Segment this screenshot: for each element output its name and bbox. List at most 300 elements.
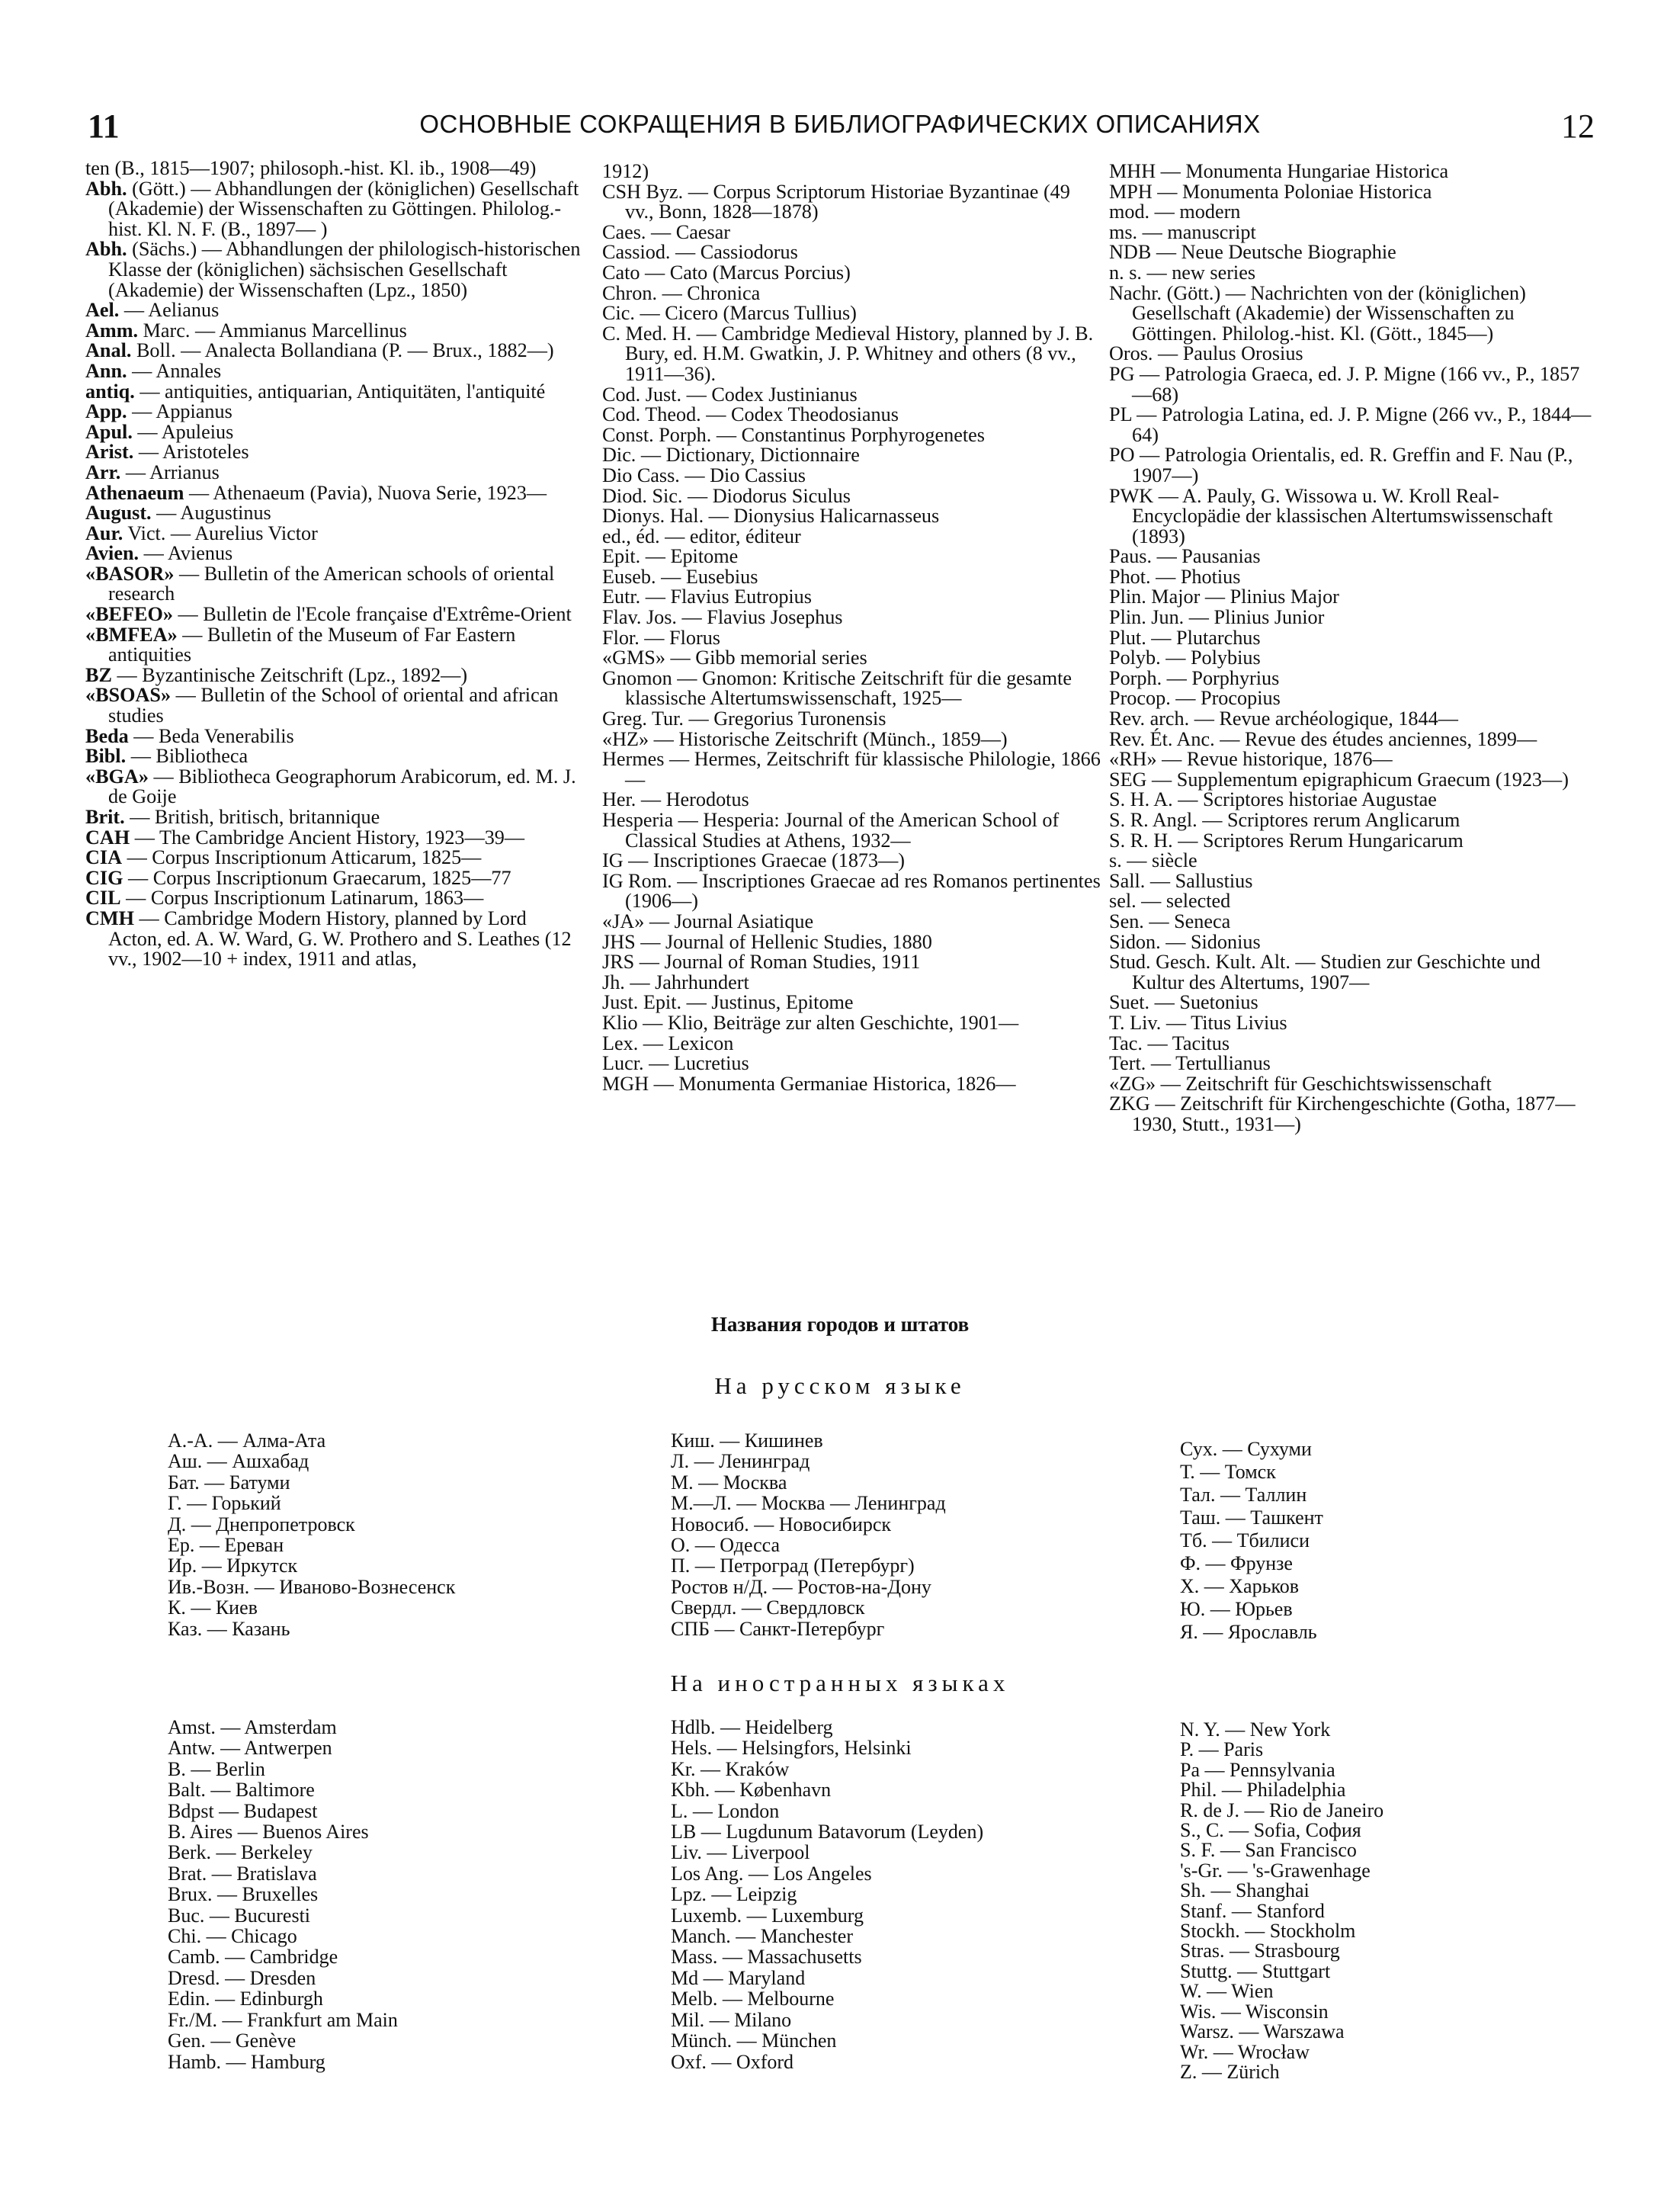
abbreviation-expansion: Dic. — Dictionary, Dictionnaire (602, 444, 860, 467)
abbreviation-expansion: Nachr. (Gött.) — Nachrichten von der (königlichen) Gesellschaft (Akademie) der Wissenschaften zu Göttingen. Philolog.-hist. Kl. (Gött., 1845—) (1109, 281, 1526, 345)
abbreviation-expansion: Tert. — Tertullianus (1109, 1052, 1271, 1075)
page-number-left: 11 (88, 107, 120, 145)
abbreviation-entry (85, 341, 582, 361)
abbreviation-term: CAH (85, 826, 130, 849)
abbreviation-expansion: ZKG — Zeitschrift für Kirchengeschichte (Gotha, 1877—1930, Stutt., 1931—) (1109, 1093, 1576, 1135)
abbreviation-entry (85, 888, 582, 909)
abbreviation-expansion: Plut. — Plutarchus (1109, 626, 1261, 649)
city-abbreviation: Brux. — Bruxelles (168, 1883, 319, 1906)
abbreviation-entry (1109, 628, 1597, 649)
abbreviation-expansion: MGH — Monumenta Germaniae Historica, 1826— (602, 1072, 1016, 1095)
abbreviation-expansion: Oros. — Paulus Orosius (1109, 342, 1303, 365)
abbreviation-expansion: s. — siècle (1109, 849, 1197, 872)
abbreviation-expansion: Chron. — Chronica (602, 281, 761, 304)
city-abbreviation: Los Ang. — Los Angeles (671, 1862, 872, 1885)
city-abbreviation: Stuttg. — Stuttgart (1180, 1959, 1331, 1982)
city-abbreviation: Mass. — Massachusetts (671, 1946, 862, 1969)
abbreviation-entry (85, 503, 582, 524)
city-abbreviation: N. Y. — New York (1180, 1718, 1331, 1741)
abbreviation-entry (602, 952, 1101, 973)
city-abbreviation: Wis. — Wisconsin (1180, 2000, 1329, 2023)
city-abbreviation: R. de J. — Rio de Janeiro (1180, 1799, 1384, 1821)
city-abbreviation: Edin. — Edinburgh (168, 1988, 323, 2010)
abbreviation-entry (602, 242, 1101, 263)
abbreviation-expansion: «HZ» — Historische Zeitschrift (Münch., 1859—) (602, 727, 1008, 750)
abbreviation-expansion: — Annales (127, 359, 222, 382)
abbreviation-entry (602, 303, 1101, 324)
abbreviation-entry (602, 567, 1101, 588)
abbreviation-term: Arr. (85, 460, 121, 483)
abbreviation-expansion: ed., éd. — editor, éditeur (602, 525, 801, 547)
city-abbreviation: Аш. — Ашхабад (168, 1450, 309, 1473)
city-abbreviation: Lpz. — Leipzig (671, 1883, 797, 1906)
abbreviation-expansion: Sen. — Seneca (1109, 910, 1231, 932)
abbreviations-column-2 (602, 162, 1101, 1094)
running-title: ОСНОВНЫЕ СОКРАЩЕНИЯ В БИБЛИОГРАФИЧЕСКИХ ОПИСАНИЯХ (419, 110, 1261, 138)
abbreviation-entry (85, 767, 582, 807)
city-abbreviation: Manch. — Manchester (671, 1925, 853, 1948)
abbreviation-entry (1109, 666, 1597, 689)
city-abbreviation: Г. — Горький (168, 1492, 281, 1515)
abbreviation-expansion: — Byzantinische Zeitschrift (Lpz., 1892—) (111, 663, 468, 686)
foreign-cities-column-3 (1180, 1720, 1383, 2082)
city-abbreviation: S. F. — San Francisco (1180, 1839, 1357, 1862)
abbreviation-expansion: Cassiod. — Cassiodorus (602, 241, 798, 264)
abbreviation-expansion: — Athenaeum (Pavia), Nuova Serie, 1923— (184, 481, 547, 504)
city-abbreviation: Berk. — Berkeley (168, 1841, 313, 1864)
city-abbreviation: Camb. — Cambridge (168, 1946, 338, 1969)
abbreviation-expansion: Euseb. — Eusebius (602, 565, 758, 588)
abbreviation-entry (602, 973, 1101, 993)
city-abbreviation: М. — Москва (671, 1471, 787, 1494)
abbreviation-entry (85, 239, 582, 300)
abbreviation-expansion: — Aelianus (119, 299, 220, 322)
page-number-right: 12 (1561, 107, 1595, 145)
abbreviation-entry (602, 749, 1101, 790)
abbreviation-expansion: Tac. — Tacitus (1109, 1032, 1230, 1054)
abbreviation-term: «BMFEA» (85, 623, 178, 646)
abbreviation-entry (602, 385, 1101, 406)
abbreviation-expansion: PL — Patrologia Latina, ed. J. P. Migne (266 vv., P., 1844—64) (1109, 403, 1592, 446)
abbreviation-entry (602, 162, 1101, 182)
city-abbreviation: Sh. — Shanghai (1180, 1879, 1310, 1902)
abbreviation-entry (1109, 486, 1597, 547)
abbreviation-expansion: C. Med. H. — Cambridge Medieval History, planned by J. B. Bury, ed. H.M. Gwatkin, J. P. Whitney and others (8 vv., 1911—36). (602, 322, 1094, 385)
abbreviation-term: CIG (85, 866, 123, 889)
city-abbreviation: Таш. — Ташкент (1180, 1507, 1323, 1529)
abbreviation-expansion: Dionys. Hal. — Dionysius Halicarnasseus (602, 505, 940, 528)
abbreviation-entry (1109, 263, 1597, 284)
abbreviation-expansion: — The Cambridge Ancient History, 1923—39— (130, 826, 525, 849)
abbreviation-term: CIA (85, 846, 123, 869)
abbreviation-term: Amm. (85, 319, 139, 342)
abbreviation-term: antiq. (85, 380, 135, 403)
city-abbreviation: Fr./M. — Frankfurt am Main (168, 2008, 398, 2031)
city-abbreviation: Balt. — Baltimore (168, 1779, 315, 1802)
abbreviation-entry (1109, 344, 1597, 364)
abbreviation-entry (1109, 952, 1597, 993)
city-abbreviation: Amst. — Amsterdam (168, 1716, 337, 1738)
abbreviation-entry (602, 993, 1101, 1013)
city-abbreviation: Antw. — Antwerpen (168, 1737, 332, 1760)
abbreviation-entry (1109, 831, 1597, 852)
city-abbreviation: 's-Gr. — 's-Grawenhage (1180, 1859, 1371, 1882)
abbreviation-entry (85, 724, 582, 747)
abbreviation-entry (85, 361, 582, 382)
abbreviation-term: Abh. (85, 238, 127, 261)
abbreviation-expansion: Flor. — Florus (602, 626, 720, 649)
abbreviation-entry (602, 425, 1101, 446)
abbreviation-term: «BGA» (85, 765, 149, 788)
abbreviation-entry (602, 466, 1101, 486)
abbreviation-entry (85, 382, 582, 403)
foreign-subsection-title: На иностранных языках (670, 1670, 1010, 1696)
abbreviation-entry (1109, 364, 1597, 405)
abbreviation-expansion: Rev. Ét. Anc. — Revue des études anciennes, 1899— (1109, 727, 1537, 750)
abbreviation-expansion: Eutr. — Flavius Eutropius (602, 586, 812, 608)
abbreviation-expansion: Porph. — Porphyrius (1109, 666, 1280, 689)
abbreviation-entry (85, 422, 582, 443)
abbreviation-expansion: — Corpus Inscriptionum Latinarum, 1863— (120, 887, 484, 910)
city-abbreviation: Я. — Ярославль (1180, 1621, 1317, 1643)
city-abbreviation: Бат. — Батуми (168, 1471, 290, 1494)
abbreviation-expansion: «JA» — Journal Asiatique (602, 910, 814, 932)
abbreviations-column-3 (1109, 162, 1597, 1135)
abbreviation-expansion: Jh. — Jahrhundert (602, 971, 749, 993)
abbreviation-expansion: Const. Porph. — Constantinus Porphyrogenetes (602, 423, 985, 446)
abbreviation-expansion: Greg. Tur. — Gregorius Turonensis (602, 708, 886, 730)
abbreviation-entry (1109, 162, 1597, 182)
abbreviation-entry (1109, 567, 1597, 588)
abbreviation-entry (85, 868, 582, 889)
city-abbreviation: Brat. — Bratislava (168, 1862, 317, 1885)
abbreviation-expansion: — Bulletin of the School of oriental and african studies (108, 684, 559, 727)
abbreviation-entry (1109, 1013, 1597, 1034)
abbreviation-expansion: T. Liv. — Titus Livius (1109, 1011, 1287, 1034)
city-abbreviation: Д. — Днепропетровск (168, 1513, 355, 1535)
abbreviation-expansion: NDB — Neue Deutsche Biographie (1109, 241, 1396, 264)
abbreviation-expansion: Sall. — Sallustius (1109, 869, 1253, 892)
abbreviation-entry (1109, 202, 1597, 223)
abbreviation-entry (1109, 727, 1597, 750)
abbreviation-expansion: Cod. Theod. — Codex Theodosianus (602, 403, 899, 426)
city-abbreviation: Dresd. — Dresden (168, 1966, 316, 1989)
city-abbreviation: Ю. — Юрьев (1180, 1598, 1293, 1620)
abbreviation-expansion: — Bibliotheca Geographorum Arabicorum, ed. M. J. de Goije (108, 765, 576, 808)
abbreviation-entry (85, 746, 582, 767)
abbreviations-column-1 (85, 159, 582, 970)
russian-cities-column-3 (1180, 1438, 1323, 1644)
city-abbreviation: S., C. — Sofia, София (1180, 1819, 1361, 1842)
city-abbreviation: Z. — Zürich (1180, 2060, 1280, 2083)
city-abbreviation: Сух. — Сухуми (1180, 1438, 1312, 1460)
abbreviation-expansion: «RH» — Revue historique, 1876— (1109, 748, 1393, 771)
abbreviation-entry (1109, 608, 1597, 628)
abbreviation-expansion: Rev. arch. — Revue archéologique, 1844— (1109, 708, 1458, 730)
city-abbreviation: Новосиб. — Новосибирск (671, 1513, 891, 1535)
abbreviation-expansion: S. H. A. — Scriptores historiae Augustae (1109, 788, 1437, 811)
abbreviation-entry (602, 1013, 1101, 1034)
abbreviation-term: Arist. (85, 441, 134, 464)
city-abbreviation: Ростов н/Д. — Ростов-на-Дону (671, 1575, 931, 1598)
abbreviation-term: Abh. (85, 177, 127, 200)
abbreviation-entry (1109, 182, 1597, 203)
abbreviation-term: Ael. (85, 299, 120, 322)
city-abbreviation: Х. — Харьков (1180, 1575, 1300, 1597)
city-abbreviation: Hdlb. — Heidelberg (671, 1716, 833, 1738)
city-abbreviation: Wr. — Wrocław (1180, 2040, 1310, 2063)
foreign-cities-column-2 (671, 1717, 983, 2072)
city-abbreviation: Pa — Pennsylvania (1180, 1758, 1335, 1781)
abbreviation-entry (85, 828, 582, 849)
foreign-cities-column-1 (168, 1717, 398, 2072)
city-abbreviation: Luxemb. — Luxemburg (671, 1904, 864, 1927)
abbreviation-expansion: Stud. Gesch. Kult. Alt. — Studien zur Geschichte und Kultur des Altertums, 1907— (1109, 951, 1541, 993)
abbreviation-expansion: CSH Byz. — Corpus Scriptorum Historiae Byzantinae (49 vv., Bonn, 1828—1878) (602, 180, 1070, 223)
city-abbreviation: Md — Maryland (671, 1966, 806, 1989)
city-abbreviation: Л. — Ленинград (671, 1450, 810, 1473)
abbreviation-entry (85, 402, 582, 422)
city-abbreviation: П. — Петроград (Петербург) (671, 1555, 915, 1577)
city-abbreviation: Liv. — Liverpool (671, 1841, 810, 1864)
abbreviation-entry (602, 628, 1101, 649)
abbreviation-expansion: MHH — Monumenta Hungariae Historica (1109, 160, 1449, 182)
abbreviation-expansion: Sidon. — Sidonius (1109, 930, 1261, 953)
city-abbreviation: W. — Wien (1180, 1980, 1274, 2003)
abbreviation-entry (602, 851, 1101, 871)
abbreviation-expansion: PWK — A. Pauly, G. Wissowa u. W. Kroll Real-Encyclopädie der klassischen Altertumswissenschaft (1893) (1109, 484, 1553, 547)
abbreviation-entry (602, 587, 1101, 608)
abbreviation-term: «BSOAS» (85, 684, 172, 707)
abbreviation-expansion: — Appianus (127, 400, 232, 423)
abbreviation-expansion: MPH — Monumenta Poloniae Historica (1109, 180, 1432, 203)
abbreviation-expansion: Lex. — Lexicon (602, 1032, 734, 1054)
abbreviation-expansion: — Augustinus (151, 502, 271, 525)
abbreviation-entry (1109, 1034, 1597, 1054)
abbreviation-expansion: — antiquities, antiquarian, Antiquitäten, l'antiquité (134, 380, 546, 403)
city-abbreviation: Т. — Томск (1180, 1461, 1276, 1483)
abbreviation-expansion: ten (B., 1815—1907; philosoph.-hist. Kl. ib., 1908—49) (85, 157, 537, 179)
abbreviation-entry (602, 1054, 1101, 1074)
abbreviation-entry (1109, 688, 1597, 709)
abbreviation-term: Ann. (85, 359, 127, 382)
abbreviation-entry (602, 220, 1101, 243)
abbreviation-expansion: Plin. Jun. — Plinius Junior (1109, 606, 1325, 629)
city-abbreviation: Phil. — Philadelphia (1180, 1779, 1346, 1802)
city-abbreviation: Hels. — Helsingfors, Helsinki (671, 1737, 912, 1760)
city-abbreviation: LB — Lugdunum Batavorum (Leyden) (671, 1821, 984, 1843)
page-header (0, 107, 1680, 152)
abbreviation-expansion: sel. — selected (1109, 890, 1231, 913)
city-abbreviation: О. — Одесса (671, 1534, 781, 1557)
abbreviation-expansion: — Arrianus (120, 460, 220, 483)
abbreviation-expansion: Marc. — Ammianus Marcellinus (138, 319, 407, 342)
abbreviation-entry (602, 932, 1101, 953)
city-abbreviation: Gen. — Genève (168, 2030, 297, 2052)
abbreviation-entry (85, 300, 582, 321)
abbreviation-entry (85, 807, 582, 828)
city-abbreviation: Oxf. — Oxford (671, 2050, 794, 2073)
abbreviation-expansion: Procop. — Procopius (1109, 687, 1281, 710)
abbreviation-entry (1109, 1094, 1597, 1134)
abbreviation-entry (85, 906, 582, 971)
abbreviation-entry (602, 727, 1101, 750)
abbreviation-entry (602, 405, 1101, 425)
abbreviation-entry (1109, 1054, 1597, 1074)
abbreviation-expansion: — Corpus Inscriptionum Atticarum, 1825— (122, 846, 482, 869)
city-abbreviation: Kr. — Kraków (671, 1757, 790, 1780)
abbreviation-expansion: JHS — Journal of Hellenic Studies, 1880 (602, 930, 932, 953)
abbreviation-expansion: Cod. Just. — Codex Justinianus (602, 383, 858, 406)
abbreviation-entry (602, 445, 1101, 466)
city-abbreviation: Stanf. — Stanford (1180, 1899, 1325, 1922)
abbreviation-entry (1109, 648, 1597, 669)
abbreviation-entry (1109, 709, 1597, 730)
abbreviation-expansion: (Sächs.) — Abhandlungen der philologisch-historischen Klasse der (königlichen) sächsischen Gesellschaft (Akademie) der Wissenschaften (Lpz., 1850) (108, 238, 581, 301)
abbreviation-expansion: Dio Cass. — Dio Cassius (602, 464, 806, 486)
abbreviation-entry (1109, 547, 1597, 567)
abbreviation-expansion: JRS — Journal of Roman Studies, 1911 (602, 951, 921, 974)
city-abbreviation: Тал. — Таллин (1180, 1484, 1307, 1506)
abbreviation-term: Aur. (85, 521, 123, 544)
abbreviation-expansion: PG — Patrologia Graeca, ed. J. P. Migne (166 vv., P., 1857—68) (1109, 362, 1580, 406)
abbreviation-entry (85, 159, 582, 179)
abbreviation-expansion: — Corpus Inscriptionum Graecarum, 1825—77 (123, 866, 511, 889)
city-abbreviation: Bdpst — Budapest (168, 1799, 318, 1822)
abbreviation-entry (602, 182, 1101, 223)
abbreviation-entry (1109, 993, 1597, 1013)
abbreviation-expansion: — Beda Venerabilis (128, 724, 294, 747)
city-abbreviation: Mil. — Milano (671, 2008, 792, 2031)
city-abbreviation: Kbh. — København (671, 1779, 832, 1802)
abbreviation-entry (1109, 810, 1597, 831)
abbreviation-entry (1109, 749, 1597, 770)
abbreviation-expansion: — British, britisch, britannique (124, 806, 380, 828)
abbreviation-expansion: — Avienus (139, 542, 233, 565)
abbreviation-entry (1109, 220, 1597, 243)
abbreviation-entry (1109, 851, 1597, 871)
abbreviation-expansion: Gnomon — Gnomon: Kritische Zeitschrift für die gesamte klassische Altertumswissenschaft, 1925— (602, 666, 1072, 710)
abbreviation-entry (85, 564, 582, 605)
russian-cities-column-2 (671, 1430, 946, 1639)
abbreviation-term: Avien. (85, 542, 139, 565)
abbreviation-entry (1109, 281, 1597, 345)
city-abbreviation: Свердл. — Свердловск (671, 1596, 865, 1619)
abbreviation-expansion: Plin. Major — Plinius Major (1109, 586, 1339, 608)
abbreviation-entry (602, 486, 1101, 507)
abbreviation-expansion: Hesperia — Hesperia: Journal of the American School of Classical Studies at Athens, 1932— (602, 809, 1060, 852)
abbreviation-expansion: Epit. — Epitome (602, 545, 739, 568)
abbreviation-expansion: Diod. Sic. — Diodorus Siculus (602, 484, 851, 507)
abbreviation-entry (602, 527, 1101, 547)
abbreviation-expansion: Flav. Jos. — Flavius Josephus (602, 606, 843, 629)
city-abbreviation: Ер. — Ереван (168, 1534, 284, 1557)
abbreviation-expansion: Klio — Klio, Beiträge zur alten Geschichte, 1901— (602, 1011, 1019, 1034)
abbreviation-entry (602, 547, 1101, 567)
abbreviation-entry (602, 506, 1101, 527)
russian-subsection-title: На русском языке (714, 1372, 966, 1399)
abbreviation-entry (1109, 891, 1597, 912)
abbreviation-entry (602, 1034, 1101, 1054)
city-abbreviation: Ив.-Возн. — Иваново-Вознесенск (168, 1575, 456, 1598)
abbreviation-expansion: Her. — Herodotus (602, 788, 749, 811)
abbreviation-entry (85, 483, 582, 504)
city-abbreviation: Ф. — Фрунзе (1180, 1552, 1293, 1574)
abbreviation-term: Anal. (85, 339, 132, 362)
abbreviation-expansion: Vict. — Aurelius Victor (123, 521, 318, 544)
abbreviation-expansion: Polyb. — Polybius (1109, 647, 1261, 669)
abbreviation-entry (1109, 770, 1597, 791)
abbreviation-term: «BEFEO» (85, 603, 173, 626)
russian-cities-column-1 (168, 1430, 455, 1639)
abbreviation-term: August. (85, 502, 152, 525)
abbreviation-expansion: mod. — modern (1109, 201, 1241, 223)
abbreviation-entry (85, 605, 582, 625)
abbreviation-entry (85, 625, 582, 666)
abbreviation-entry (1109, 1074, 1597, 1095)
abbreviation-term: Athenaeum (85, 481, 184, 504)
abbreviation-entry (602, 790, 1101, 810)
city-abbreviation: М.—Л. — Москва — Ленинград (671, 1492, 946, 1515)
abbreviation-entry (85, 663, 582, 686)
city-abbreviation: К. — Киев (168, 1596, 258, 1619)
abbreviation-term: «BASOR» (85, 562, 175, 585)
abbreviation-entry (85, 442, 582, 463)
abbreviation-expansion: Boll. — Analecta Bollandiana (P. — Brux., 1882—) (131, 339, 554, 362)
city-abbreviation: Buc. — Bucuresti (168, 1904, 311, 1927)
abbreviation-expansion: ms. — manuscript (1109, 220, 1256, 243)
abbreviation-expansion: SEG — Supplementum epigraphicum Graecum (1923—) (1109, 768, 1569, 791)
abbreviation-entry (602, 608, 1101, 628)
abbreviation-expansion: Caes. — Caesar (602, 220, 730, 243)
city-abbreviation: СПБ — Санкт-Петербург (671, 1617, 885, 1640)
city-abbreviation: А.-А. — Алма-Ата (168, 1430, 326, 1452)
city-abbreviation: Тб. — Тбилиси (1180, 1529, 1310, 1551)
abbreviation-expansion: Hermes — Hermes, Zeitschrift für klassische Philologie, 1866— (602, 748, 1101, 791)
abbreviation-entry (85, 460, 582, 483)
abbreviation-expansion: — Aristoteles (133, 441, 249, 464)
abbreviation-expansion: — Bibliotheca (126, 745, 248, 768)
abbreviation-entry (85, 521, 582, 544)
abbreviation-expansion: — Apuleius (132, 420, 234, 443)
abbreviation-entry (602, 281, 1101, 304)
abbreviation-entry (602, 666, 1101, 710)
abbreviation-expansion: Lucr. — Lucretius (602, 1052, 749, 1075)
abbreviation-entry (602, 324, 1101, 385)
abbreviation-entry (1109, 871, 1597, 892)
abbreviation-entry (602, 871, 1101, 912)
abbreviation-expansion: PO — Patrologia Orientalis, ed. R. Greffin and F. Nau (P., 1907—) (1109, 444, 1573, 486)
abbreviation-expansion: S. R. Angl. — Scriptores rerum Anglicarum (1109, 809, 1460, 831)
city-abbreviation: Киш. — Кишинев (671, 1430, 823, 1452)
abbreviation-expansion: 1912) (602, 160, 649, 182)
abbreviation-entry (85, 848, 582, 868)
abbreviation-entry (85, 179, 582, 240)
abbreviation-expansion: — Bulletin de l'Ecole française d'Extrême-Orient (172, 603, 572, 626)
abbreviation-entry (1109, 932, 1597, 953)
abbreviation-term: CMH (85, 906, 134, 929)
abbreviation-term: App. (85, 400, 127, 423)
abbreviation-term: Brit. (85, 806, 125, 828)
abbreviation-entry (602, 709, 1101, 730)
abbreviation-entry (602, 648, 1101, 669)
abbreviation-term: Apul. (85, 420, 133, 443)
abbreviation-term: Bibl. (85, 745, 127, 768)
abbreviation-expansion: IG Rom. — Inscriptiones Graecae ad res Romanos pertinentes (1906—) (602, 869, 1101, 913)
abbreviation-expansion: — Bulletin of the Museum of Far Eastern antiquities (108, 623, 516, 666)
abbreviation-entry (602, 263, 1101, 284)
abbreviation-term: CIL (85, 887, 121, 910)
